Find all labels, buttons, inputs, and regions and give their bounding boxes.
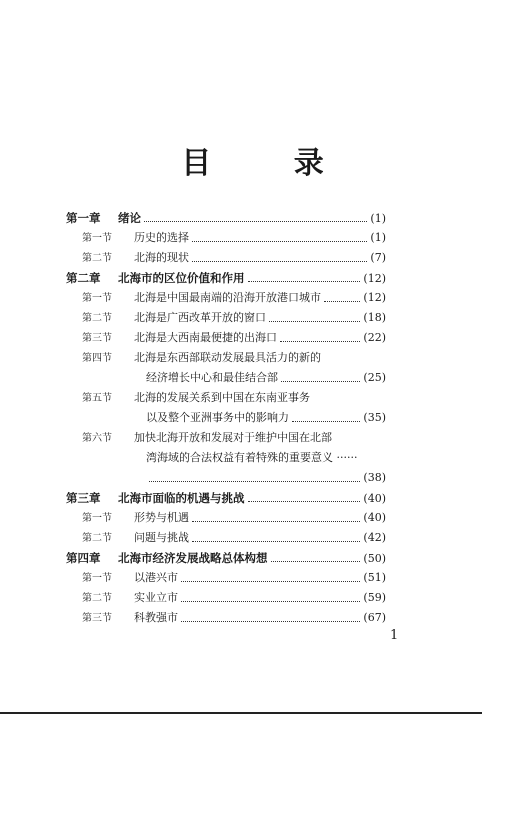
toc-entry-number: 第二节 — [82, 533, 112, 544]
toc-section-row — [66, 288, 386, 308]
toc-entry-title: 湾海域的合法权益有着特殊的重要意义 ······ — [146, 451, 358, 464]
toc-page-number: (22) — [363, 331, 386, 344]
toc-section-row — [66, 368, 386, 388]
toc-entry-number: 第一节 — [82, 233, 112, 244]
toc-page-number: (42) — [363, 531, 386, 544]
toc-section-row — [66, 588, 386, 608]
toc-leader-dots — [281, 380, 360, 382]
toc-entry-title: 绪论 — [118, 211, 141, 225]
toc-leader-dots — [269, 320, 360, 322]
toc-leader-dots — [149, 480, 360, 482]
toc-section-row — [66, 408, 386, 428]
toc-entry-title: 形势与机遇 — [134, 511, 189, 524]
toc-leader-dots — [181, 620, 360, 622]
table-of-contents — [66, 208, 386, 628]
toc-entry-number: 第二节 — [82, 253, 112, 264]
toc-entry-title: 北海的发展关系到中国在东南亚事务 — [134, 391, 310, 404]
toc-chapter-row — [66, 488, 386, 508]
toc-chapter-row — [66, 208, 386, 228]
toc-page-number: (12) — [363, 272, 386, 285]
toc-page-number: (12) — [363, 291, 386, 304]
toc-section-row — [66, 448, 386, 468]
toc-entry-title: 历史的选择 — [134, 231, 189, 244]
toc-leader-dots — [324, 300, 360, 302]
toc-entry-number: 第一节 — [82, 293, 112, 304]
toc-leader-dots — [192, 520, 360, 522]
toc-section-row — [66, 568, 386, 588]
toc-entry-number: 第五节 — [82, 393, 112, 404]
toc-section-row — [66, 508, 386, 528]
toc-section-row — [66, 428, 386, 448]
toc-entry-number: 第二节 — [82, 313, 112, 324]
toc-leader-dots — [192, 240, 367, 242]
toc-entry-number: 第三节 — [82, 613, 112, 624]
toc-leader-dots — [292, 420, 360, 422]
toc-entry-title: 北海市经济发展战略总体构想 — [118, 551, 268, 565]
toc-entry-title: 实业立市 — [134, 591, 178, 604]
toc-page-number: (38) — [363, 471, 386, 484]
toc-section-row — [66, 248, 386, 268]
toc-page-number: (7) — [370, 251, 386, 264]
toc-entry-number: 第四节 — [82, 353, 112, 364]
toc-entry-title: 经济增长中心和最佳结合部 — [146, 371, 278, 384]
toc-entry-title: 北海是东西部联动发展最具活力的新的 — [134, 351, 321, 364]
toc-section-row — [66, 608, 386, 628]
toc-entry-number: 第一章 — [66, 211, 101, 225]
toc-leader-dots — [248, 500, 361, 502]
toc-section-row — [66, 328, 386, 348]
toc-leader-dots — [144, 220, 367, 222]
toc-page-number: (18) — [363, 311, 386, 324]
toc-leader-dots — [181, 580, 360, 582]
toc-section-row — [66, 528, 386, 548]
toc-entry-title: 以港兴市 — [134, 571, 178, 584]
toc-entry-title: 北海是中国最南端的沿海开放港口城市 — [134, 291, 321, 304]
toc-leader-dots — [181, 600, 360, 602]
toc-entry-title: 科教强市 — [134, 611, 178, 624]
toc-page-number: (1) — [370, 212, 386, 225]
toc-entry-number: 第三节 — [82, 333, 112, 344]
toc-entry-number: 第四章 — [66, 551, 101, 565]
toc-page-number: (51) — [363, 571, 386, 584]
toc-section-row — [66, 308, 386, 328]
toc-entry-number: 第一节 — [82, 513, 112, 524]
toc-entry-title: 加快北海开放和发展对于维护中国在北部 — [134, 431, 332, 444]
toc-page-number: (67) — [363, 611, 386, 624]
toc-leader-dots — [192, 540, 360, 542]
toc-entry-number: 第二章 — [66, 271, 101, 285]
toc-entry-title: 北海的现状 — [134, 251, 189, 264]
page-number: 1 — [390, 628, 399, 643]
toc-entry-title: 北海是广西改革开放的窗口 — [134, 311, 266, 324]
toc-page-number: (40) — [363, 511, 386, 524]
toc-chapter-row — [66, 548, 386, 568]
toc-page-number: (25) — [363, 371, 386, 384]
page-title: 目 录 — [181, 146, 360, 181]
toc-entry-title: 以及整个亚洲事务中的影响力 — [146, 411, 289, 424]
toc-page-number: (50) — [363, 552, 386, 565]
toc-section-row — [66, 388, 386, 408]
toc-entry-title: 北海市的区位价值和作用 — [118, 271, 245, 285]
toc-leader-dots — [192, 260, 367, 262]
toc-section-row — [66, 468, 386, 488]
toc-page-number: (1) — [370, 231, 386, 244]
toc-section-row — [66, 228, 386, 248]
toc-entry-number: 第三章 — [66, 491, 101, 505]
bottom-rule — [0, 712, 482, 714]
toc-entry-number: 第六节 — [82, 433, 112, 444]
toc-entry-title: 北海是大西南最便捷的出海口 — [134, 331, 277, 344]
toc-leader-dots — [248, 280, 361, 282]
toc-entry-title: 北海市面临的机遇与挑战 — [118, 491, 245, 505]
toc-page-number: (40) — [363, 492, 386, 505]
toc-page-number: (59) — [363, 591, 386, 604]
toc-leader-dots — [280, 340, 360, 342]
toc-entry-title: 问题与挑战 — [134, 531, 189, 544]
toc-page-number: (35) — [363, 411, 386, 424]
toc-entry-number: 第一节 — [82, 573, 112, 584]
toc-chapter-row — [66, 268, 386, 288]
toc-entry-number: 第二节 — [82, 593, 112, 604]
toc-section-row — [66, 348, 386, 368]
toc-leader-dots — [271, 560, 361, 562]
